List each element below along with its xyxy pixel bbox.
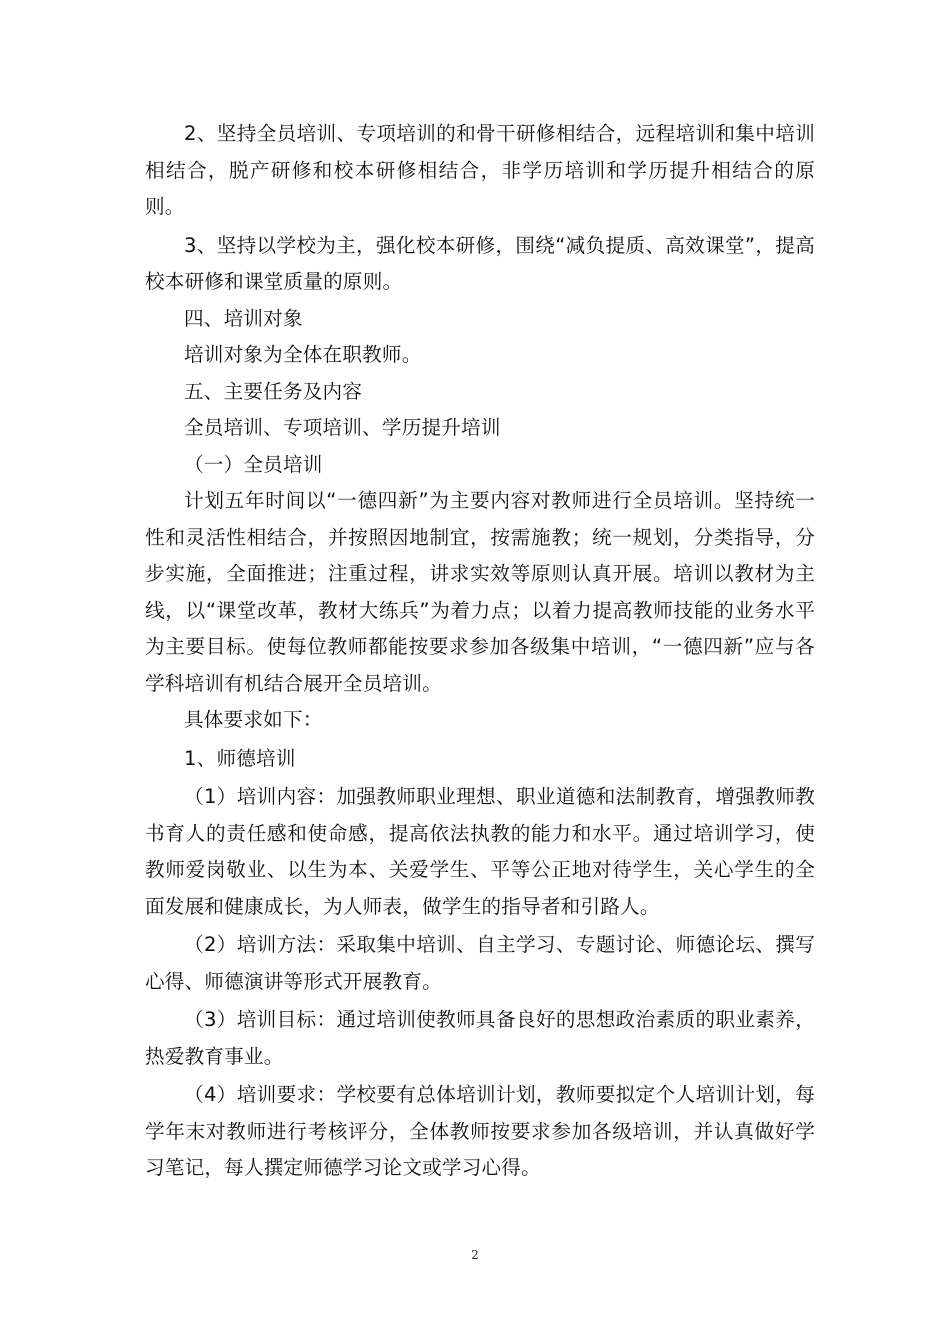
page-number: 2	[471, 1248, 479, 1262]
paragraph-training-requirement: （4）培训要求：学校要有总体培训计划，教师要拟定个人培训计划，每学年末对教师进行考核评分，全体教师按要求参加各级培训，并认真做好学习笔记，每人撰定师德学习论文或学习心得。	[145, 1083, 815, 1179]
heading-main-tasks: 五、主要任务及内容	[184, 379, 363, 403]
document-body	[145, 116, 815, 1187]
paragraph-training-content: （1）培训内容：加强教师职业理想、职业道德和法制教育，增强教师教书育人的责任感和使命感，提高依法执教的能力和水平。通过培训学习，使教师爱岗敬业、以生为本、关爱学生、平等公正地对待学生，关心学生的全面发展和健康成长，为人师表，做学生的指导者和引路人。	[145, 785, 815, 918]
paragraph-task-list: 全员培训、专项培训、学历提升培训	[184, 416, 501, 439]
paragraph-principle-2: 2、坚持全员培训、专项培训的和骨干研修相结合，远程培训和集中培训相结合，脱产研修和校本研修相结合，非学历培训和学历提升相结合的原则。	[145, 122, 815, 218]
paragraph-training-goal: （3）培训目标：通过培训使教师具备良好的思想政治素质的职业素养，热爱教育事业。	[145, 1008, 815, 1068]
heading-ethics-training: 1、师德培训	[184, 746, 296, 770]
paragraph-training-target: 培训对象为全体在职教师。	[184, 343, 422, 366]
paragraph-full-staff-plan: 计划五年时间以“一德四新”为主要内容对教师进行全员培训。坚持统一性和灵活性相结合，并按照因地制宜，按需施教；统一规划，分类指导，分步实施，全面推进；注重过程，讲求实效等原则认真开展。培训以教材为主线，以“课堂改革，教材大练兵”为着力点；以着力提高教师技能的业务水平为主要目标。使每位教师都能按要求参加各级集中培训，“一德四新”应与各学科培训有机结合展开全员培训。	[145, 489, 815, 695]
paragraph-training-method: （2）培训方法：采取集中培训、自主学习、专题讨论、师德论坛、撰写心得、师德演讲等形式开展教育。	[145, 933, 815, 993]
paragraph-principle-3: 3、坚持以学校为主，强化校本研修，围绕“减负提质、高效课堂”，提高校本研修和课堂质量的原则。	[145, 233, 815, 293]
heading-full-staff-training: （一）全员培训	[184, 452, 323, 476]
heading-training-target: 四、培训对象	[184, 306, 303, 330]
paragraph-requirements-intro: 具体要求如下：	[184, 708, 323, 731]
